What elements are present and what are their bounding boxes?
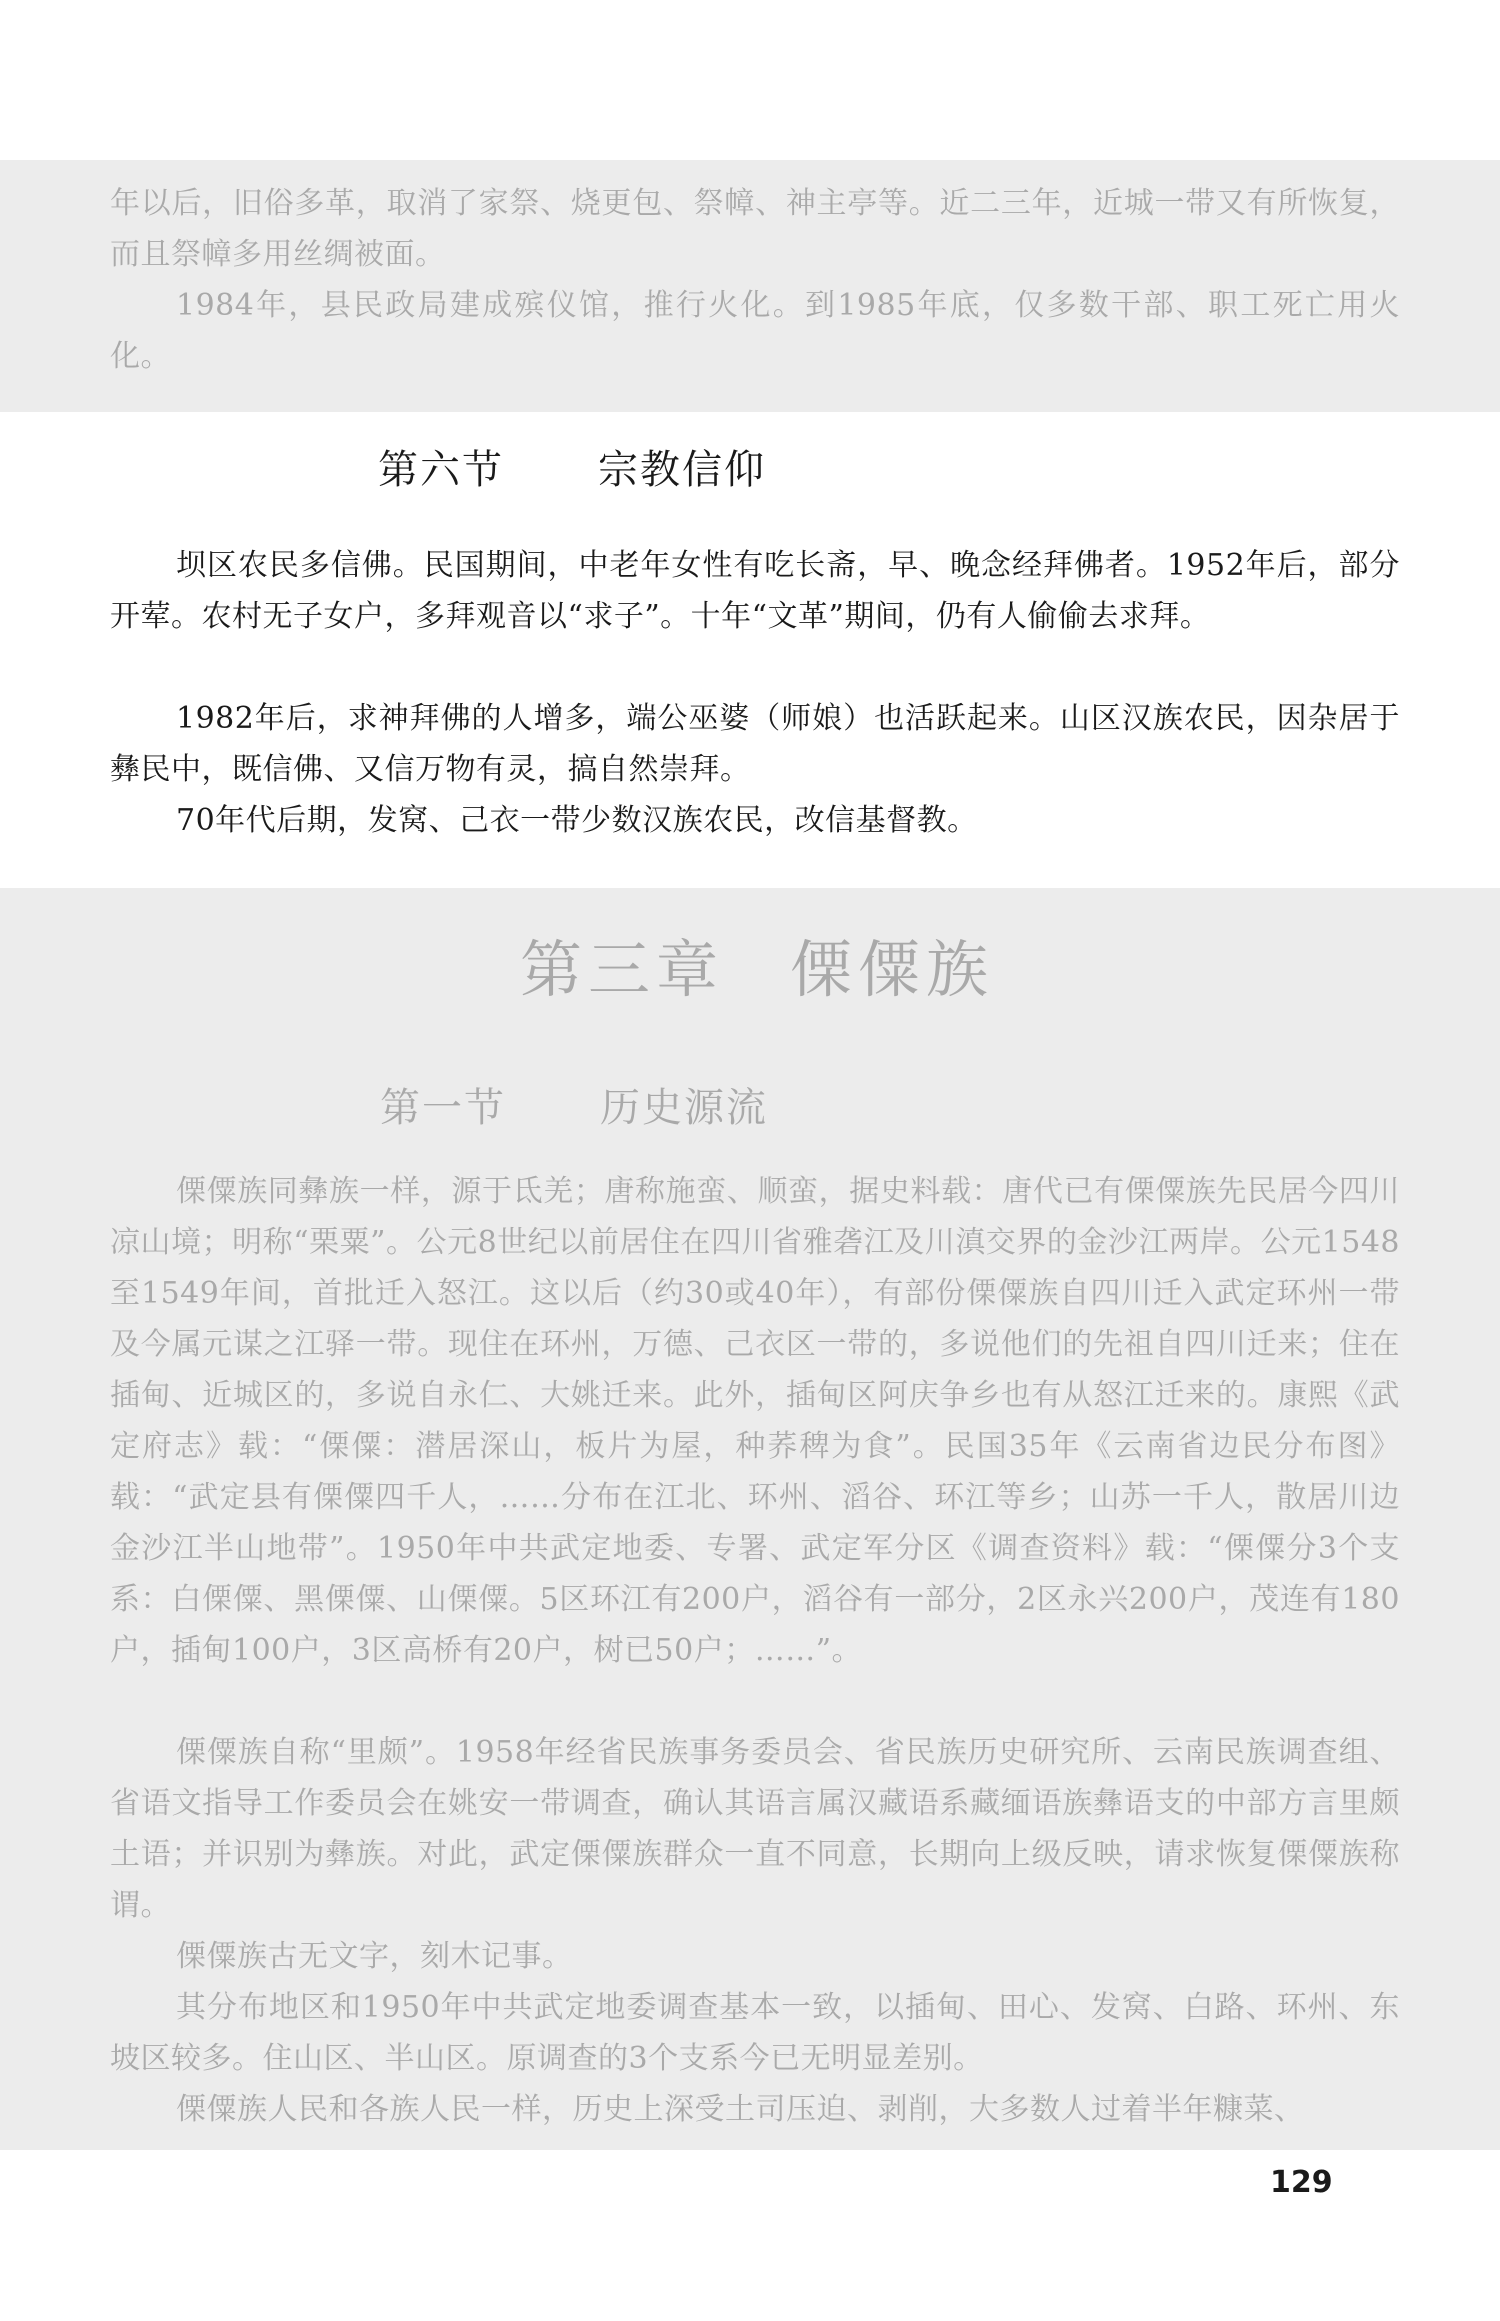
section6-paragraph-2: 1982年后，求神拜佛的人增多，端公巫婆（师娘）也活跃起来。山区汉族农民，因杂居于彝民中，既信佛、又信万物有灵，搞自然崇拜。 [110,701,1400,787]
top-excerpt-paragraph-1: 年以后，旧俗多革，取消了家祭、烧更包、祭幛、神主亭等。近二三年，近城一带又有所恢复，而且祭幛多用丝绸被面。 [110,186,1400,272]
chapter3-section1-number: 第一节 [380,1085,506,1131]
chapter3-paragraph-5: 傈僳族人民和各族人民一样，历史上深受土司压迫、剥削，大多数人过着半年糠菜、 [176,2092,1305,2127]
chapter3-number: 第三章 [520,933,725,1006]
chapter3-paragraph-3: 傈僳族古无文字，刻木记事。 [176,1939,573,1974]
chapter3-paragraph-4: 其分布地区和1950年中共武定地委调查基本一致，以插甸、田心、发窝、白路、环州、东坡区较多。住山区、半山区。原调查的3个支系今已无明显差别。 [110,1990,1400,2076]
top-excerpt-paragraph-2: 1984年，县民政局建成殡仪馆，推行火化。到1985年底，仅多数干部、职工死亡用火化。 [110,288,1400,374]
chapter3-paragraph-1: 傈僳族同彝族一样，源于氐羌；唐称施蛮、顺蛮，据史料载：唐代已有傈僳族先民居今四川凉山境；明称“栗粟”。公元8世纪以前居住在四川省雅砻江及川滇交界的金沙江两岸。公元1548至1549年间，首批迁入怒江。这以后（约30或40年），有部份傈僳族自四川迁入武定环州一带及今属元谋之江驿一带。现住在环州，万德、己衣区一带的，多说他们的先祖自四川迁来；住在插甸、近城区的，多说自永仁、大姚迁来。此外，插甸区阿庆争乡也有从怒江迁来的。康熙《武定府志》载：“傈僳：潜居深山，板片为屋，种荞稗为食”。民国35年《云南省边民分布图》载：“武定县有傈僳四千人，……分布在江北、环州、滔谷、环江等乡；山苏一千人，散居川边金沙江半山地带”。1950年中共武定地委、专署、武定军分区《调查资料》载：“傈僳分3个支系：白傈僳、黑傈僳、山傈僳。5区环江有200户，滔谷有一部分，2区永兴200户，茂连有180户，插甸100户，3区高桥有20户，树已50户；……”。 [110,1174,1400,1668]
page-number: 129 [1270,2165,1333,2200]
section6-paragraph-3: 70年代后期，发窝、己衣一带少数汉族农民，改信基督教。 [176,803,978,838]
chapter3-paragraph-2: 傈僳族自称“里颇”。1958年经省民族事务委员会、省民族历史研究所、云南民族调查组、省语文指导工作委员会在姚安一带调查，确认其语言属汉藏语系藏缅语族彝语支的中部方言里颇土语；并识别为彝族。对此，武定傈僳族群众一直不同意，长期向上级反映，请求恢复傈僳族称谓。 [110,1735,1400,1923]
section6-number: 第六节 [378,447,504,493]
section6-paragraph-1: 坝区农民多信佛。民国期间，中老年女性有吃长斋，早、晚念经拜佛者。1952年后，部分开荤。农村无子女户，多拜观音以“求子”。十年“文革”期间，仍有人偷偷去求拜。 [110,548,1400,634]
section6-title: 宗教信仰 [598,447,766,493]
chapter3-section1-title: 历史源流 [600,1085,768,1131]
chapter3-title: 傈僳族 [790,933,995,1006]
